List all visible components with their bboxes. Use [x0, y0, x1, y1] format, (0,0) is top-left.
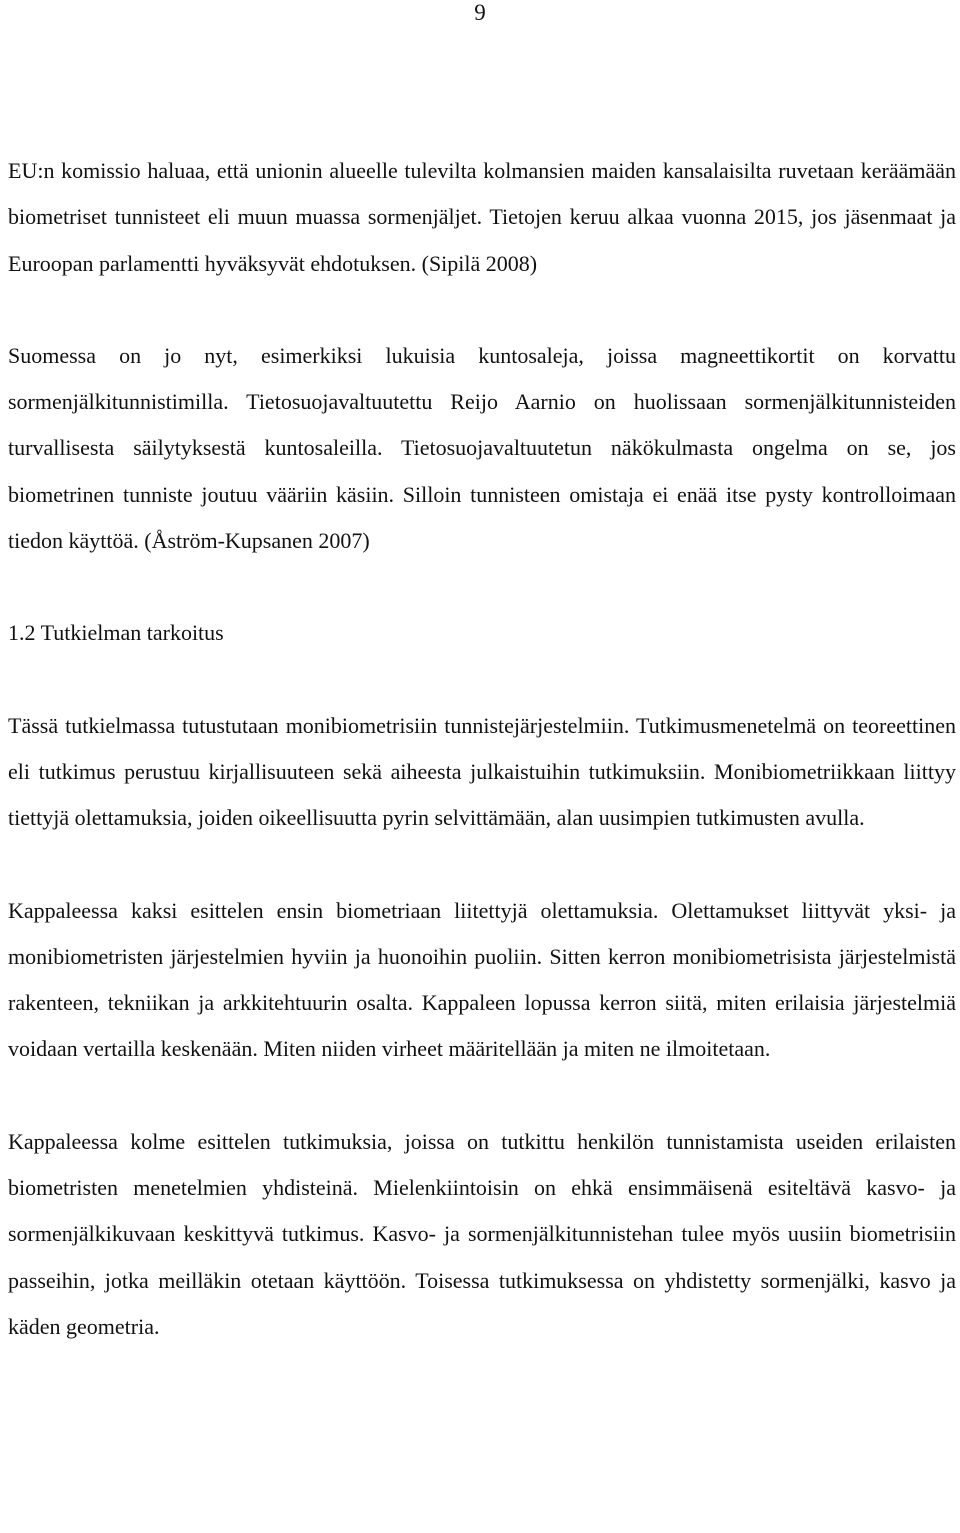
paragraph-spacer	[8, 1073, 956, 1119]
paragraph-spacer	[8, 287, 956, 333]
paragraph-chapter-three: Kappaleessa kolme esittelen tutkimuksia, joissa on tutkittu henkilön tunnistamista useiden erilaisten biometristen menetelmien yhdisteinä. Mielenkiintoisin on ehkä ensimmäisenä esiteltävä kasvo- ja sormenjälkikuvaan keskittyvä tutkimus. Kasvo- ja sormenjälkitunnistehan tulee myös uusiin biometrisiin passeihin, jotka meilläkin otetaan käyttöön. Toisessa tutkimuksessa on yhdistetty sormenjälki, kasvo ja käden geometria.	[8, 1128, 956, 1339]
paragraph-spacer	[8, 564, 956, 610]
paragraph-purpose: Tässä tutkielmassa tutustutaan monibiometrisiin tunnistejärjestelmiin. Tutkimusmenetelmä on teoreettinen eli tutkimus perustuu kirjallisuuteen sekä aiheesta julkaistuihin tutkimuksiin. Monibiometriikkaan liittyy tiettyjä olettamuksia, joiden oikeellisuutta pyrin selvittämään, alan uusimpien tutkimusten avulla.	[8, 712, 956, 831]
paragraph-spacer	[8, 842, 956, 888]
page-number: 9	[474, 0, 486, 25]
section-heading: 1.2 Tutkielman tarkoitus	[8, 620, 224, 646]
paragraph-chapter-two: Kappaleessa kaksi esittelen ensin biometriaan liitettyjä olettamuksia. Olettamukset liittyvät yksi- ja monibiometristen järjestelmien hyviin ja huonoihin puoliin. Sitten kerron monibiometrisista järjestelmistä rakenteen, tekniikan ja arkkitehtuurin osalta. Kappaleen lopussa kerron siitä, miten erilaisia järjestelmiä voidaan vertailla keskenään. Miten niiden virheet määritellään ja miten ne ilmoitetaan.	[8, 897, 956, 1062]
paragraph-finland-gyms: Suomessa on jo nyt, esimerkiksi lukuisia kuntosaleja, joissa magneettikortit on korvattu sormenjälkitunnistimilla. Tietosuojavaltuutettu Reijo Aarnio on huolissaan sormenjälkitunnisteiden turvallisesta säilytyksestä kuntosaleilla. Tietosuojavaltuutetun näkökulmasta ongelma on se, jos biometrinen tunniste joutuu vääriin käsiin. Silloin tunnisteen omistaja ei enää itse pysty kontrolloimaan tiedon käyttöä. (Åström-Kupsanen 2007)	[8, 342, 956, 554]
document-body	[8, 148, 956, 1350]
paragraph-spacer	[8, 657, 956, 703]
paragraph-eu-biometrics: EU:n komissio haluaa, että unionin alueelle tulevilta kolmansien maiden kansalaisilta ruvetaan keräämään biometriset tunnisteet eli muun muassa sormenjäljet. Tietojen keruu alkaa vuonna 2015, jos jäsenmaat ja Euroopan parlamentti hyväksyvät ehdotuksen. (Sipilä 2008)	[8, 158, 956, 276]
